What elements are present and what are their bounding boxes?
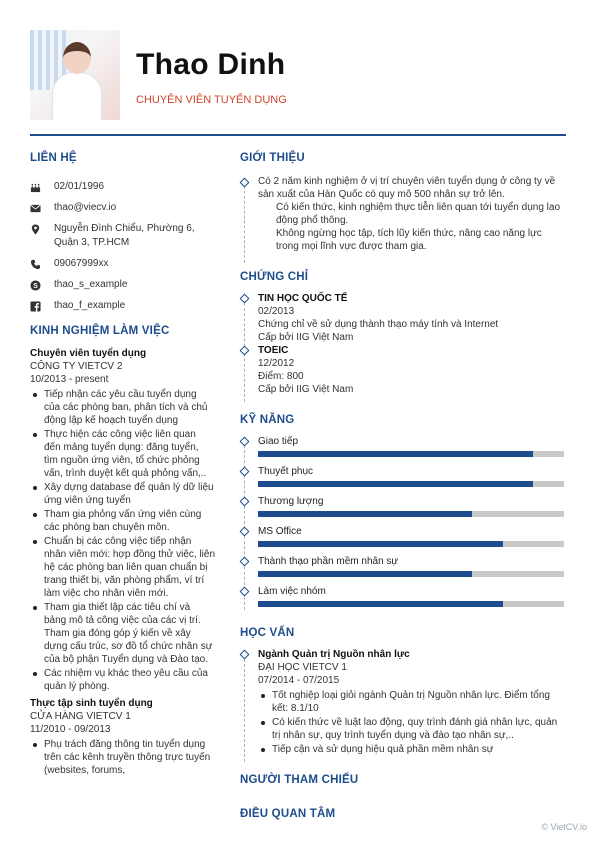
certificate-name: TIN HỌC QUỐC TẾ [258,293,348,304]
contact-list [30,180,215,313]
job-duty: Tham gia phỏng vấn ứng viên cùng các phòng ban chuyên môn. [30,508,215,534]
skill-label: Làm việc nhóm [258,586,326,597]
job-duty: Xây dựng database để quản lý dữ liệu ứng viên ứng tuyển [30,481,215,507]
job-duty: Tham gia thiết lập các tiêu chí và bảng mô tả công việc của các vị trí. Tham gia đóng góp ý kiến về xây dựng cấu trúc, sơ đồ tổ chức nhân sự của bộ phận Tuyển dụng và Đào tạo. [30,601,215,666]
experience-item [30,347,215,693]
skill-bar [258,601,564,607]
skill-item [240,555,566,585]
certificates-section-title: CHỨNG CHỈ [240,271,309,283]
envelope-icon [30,201,54,215]
certificate-list [240,292,566,396]
skill-bar [258,571,564,577]
contact-facebook[interactable] [30,299,215,313]
cv-header [30,30,566,120]
intro-text [240,175,566,253]
contact-birthday [30,180,215,194]
job-duty: Tiếp nhận các yêu cầu tuyển dụng của các phòng ban, phân tích và chủ động lập kế hoạch tuyển dụng [30,388,215,427]
education-details [258,689,566,756]
skill-bar-fill [258,481,533,487]
phone-icon [30,257,54,271]
certificate-issuer: Cấp bởi IIG Việt Nam [258,384,354,395]
job-duty: Phụ trách đăng thông tin tuyển dụng trên các kênh truyền thông trực tuyến (websites, forums, [30,738,215,777]
education-major: Ngành Quản trị Nguồn nhân lực [258,649,410,660]
contact-address-value: Nguyễn Đình Chiểu, Phường 6, Quận 3, TP.HCM [54,223,195,248]
experience-item [30,697,215,777]
job-duty: Thực hiện các công việc liên quan đến mảng tuyển dụng: đăng tuyển, tìm nguồn ứng viên, tổ chức phỏng vấn, trình duyệt kết quả phỏng vấn,.. [30,428,215,480]
contact-email-value: thao@viecv.io [54,202,117,213]
job-duties [30,388,215,693]
profile-photo [30,30,120,120]
skill-bar [258,481,564,487]
interests-section-title: ĐIỀU QUAN TÂM [240,808,336,820]
skill-bar-fill [258,451,533,457]
contact-section-title: LIÊN HỆ [30,152,77,164]
job-duties [30,738,215,777]
brand-watermark: © VietCV.io [541,822,587,832]
education-school: ĐẠI HỌC VIETCV 1 [258,662,347,673]
skill-label: Thành thạo phần mềm nhân sự [258,556,399,567]
timeline-line [244,654,245,762]
candidate-job-title: CHUYÊN VIÊN TUYỂN DỤNG [136,94,287,106]
skill-item [240,585,566,615]
certificate-date: 12/2012 [258,358,295,369]
skill-label: MS Office [258,526,302,537]
certificate-name: TOEIC [258,345,289,356]
intro-line: Không ngừng học tập, tích lũy kiến thức, nâng cao năng lực trong mọi lĩnh vực được tham gia. [276,228,542,252]
certificate-desc: Điểm: 800 [258,371,304,382]
skill-label: Giao tiếp [258,436,299,447]
candidate-name: Thao Dinh [136,48,286,81]
certificates-section [240,292,566,396]
certificate-desc: Chứng chỉ về sử dụng thành thạo máy tính và Internet [258,319,499,330]
skill-bar [258,451,564,457]
job-period: 11/2010 - 09/2013 [30,724,111,735]
certificate-item [258,292,566,344]
contact-email[interactable] [30,201,215,215]
intro-section [240,175,566,253]
intro-line: Có kiến thức, kinh nghiệm thực tiễn liên quan tới tuyển dụng lao động phổ thông. [276,202,561,226]
skills-section-title: KỸ NĂNG [240,414,295,426]
job-role: Thực tập sinh tuyển dụng [30,698,153,709]
skill-bar-fill [258,511,472,517]
education-detail: Tiếp cận và sử dụng hiệu quả phần mềm nhân sự [258,743,566,756]
svg-text:S: S [33,282,38,290]
left-column [30,152,215,778]
skill-item [240,465,566,495]
certificate-date: 02/2013 [258,306,295,317]
location-pin-icon [30,222,54,236]
contact-skype[interactable] [30,278,215,292]
skill-item [240,495,566,525]
certificate-item [258,344,566,396]
skill-bar-fill [258,541,503,547]
timeline-line [244,181,245,263]
education-section-title: HỌC VẤN [240,627,295,639]
experience-section-title: KINH NGHIỆM LÀM VIỆC [30,325,170,337]
contact-phone[interactable] [30,257,215,271]
intro-line: Có 2 năm kinh nghiệm ở vị trí chuyên viên tuyển dụng ở công ty về sản xuất của Hàn Quốc có quy mô 500 nhân sự trở lên. [258,176,556,200]
skill-bar [258,511,564,517]
facebook-icon [30,299,54,313]
education-detail: Có kiến thức về luật lao động, quy trình đánh giá nhân lực, quản trị nhân sự, quy trình tuyển dụng và đào tạo nhân sự,.. [258,716,566,742]
references-section-title: NGƯỜI THAM CHIẾU [240,774,359,786]
skill-label: Thương lượng [258,496,324,507]
job-duty: Chuẩn bị các công việc tiếp nhận nhân viên mới: hợp đồng thử việc, liên hệ các phòng ban liên quan chuẩn bị trang thiết bị, văn phòng phẩm, ví trí làm việc cho nhân viên mới. [30,535,215,600]
skills-section [240,435,566,615]
header-divider [30,134,566,136]
job-duty: Các nhiệm vụ khác theo yêu cầu của quản lý phòng. [30,667,215,693]
certificate-issuer: Cấp bởi IIG Việt Nam [258,332,354,343]
education-detail: Tốt nghiệp loại giỏi ngành Quản trị Nguồn nhân lực. Điểm tổng kết: 8.1/10 [258,689,566,715]
education-period: 07/2014 - 07/2015 [258,675,340,686]
experience-section [30,325,215,777]
job-period: 10/2013 - present [30,374,109,385]
contact-address [30,222,215,250]
education-item [240,648,566,756]
job-company: CỬA HÀNG VIETCV 1 [30,711,131,722]
skill-bar-fill [258,601,503,607]
skill-label: Thuyết phục [258,466,314,477]
skill-bar-fill [258,571,472,577]
birthday-cake-icon [30,180,54,194]
skill-item [240,525,566,555]
contact-birthday-value: 02/01/1996 [54,181,105,192]
right-column [240,152,566,820]
contact-phone-value: 09067999xx [54,258,109,269]
skill-item [240,435,566,465]
education-section [240,648,566,756]
skype-icon [30,278,54,292]
skill-bar [258,541,564,547]
job-role: Chuyên viên tuyển dụng [30,348,147,359]
contact-facebook-value: thao_f_example [54,300,126,311]
job-company: CÔNG TY VIETCV 2 [30,361,123,372]
intro-section-title: GIỚI THIỆU [240,152,305,164]
contact-skype-value: thao_s_example [54,279,128,290]
